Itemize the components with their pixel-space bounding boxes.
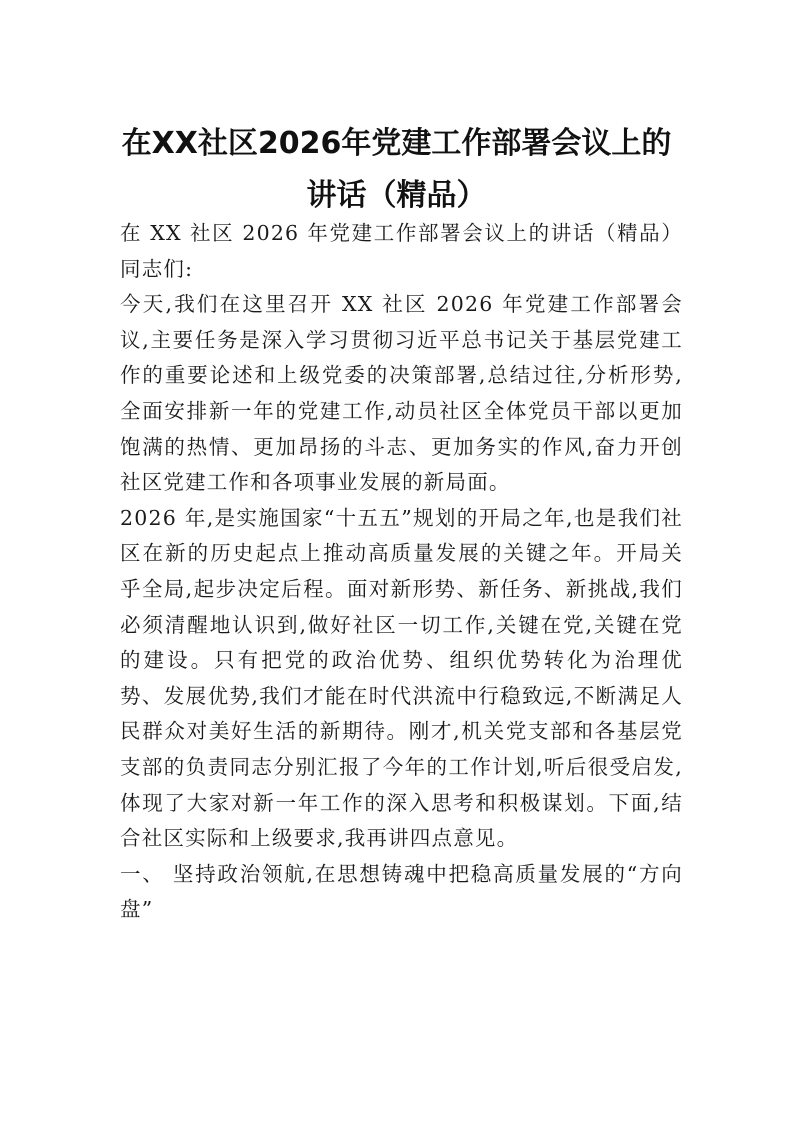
paragraph-context: 2026 年,是实施国家“十五五”规划的开局之年,也是我们社区在新的历史起点上推动高质量发展的关键之年。开局关乎全局,起步决定后程。面对新形势、新任务、新挑战,我们必须清醒地认识到,做好社区一切工作,关键在党,关键在党的建设。只有把党的政治优势、组织优势转化为治理优势、发展优势,我们才能在时代洪流中行稳致远,不断满足人民群众对美好生活的新期待。刚才,机关党支部和各基层党支部的负责同志分别汇报了今年的工作计划,听后很受启发,体现了大家对新一年工作的深入思考和积极谋划。下面,结合社区实际和上级要求,我再讲四点意见。 — [120, 505, 683, 851]
document-title: 在XX社区2026年党建工作部署会议上的讲话（精品） — [121, 126, 672, 213]
section-heading-1: 一、 坚持政治领航,在思想铸魂中把稳高质量发展的“方向盘” — [120, 861, 683, 922]
document-body — [120, 216, 683, 928]
paragraph-greeting: 在 XX 社区 2026 年党建工作部署会议上的讲话（精品）同志们: — [120, 221, 683, 281]
paragraph-intro: 今天,我们在这里召开 XX 社区 2026 年党建工作部署会议,主要任务是深入学习贯彻习近平总书记关于基层党建工作的重要论述和上级党委的决策部署,总结过往,分析形势,全面安排新一年的党建工作,动员社区全体党员干部以更加饱满的热情、更加昂扬的斗志、更加务实的作风,奋力开创社区党建工作和各项事业发展的新局面。 — [120, 292, 683, 495]
